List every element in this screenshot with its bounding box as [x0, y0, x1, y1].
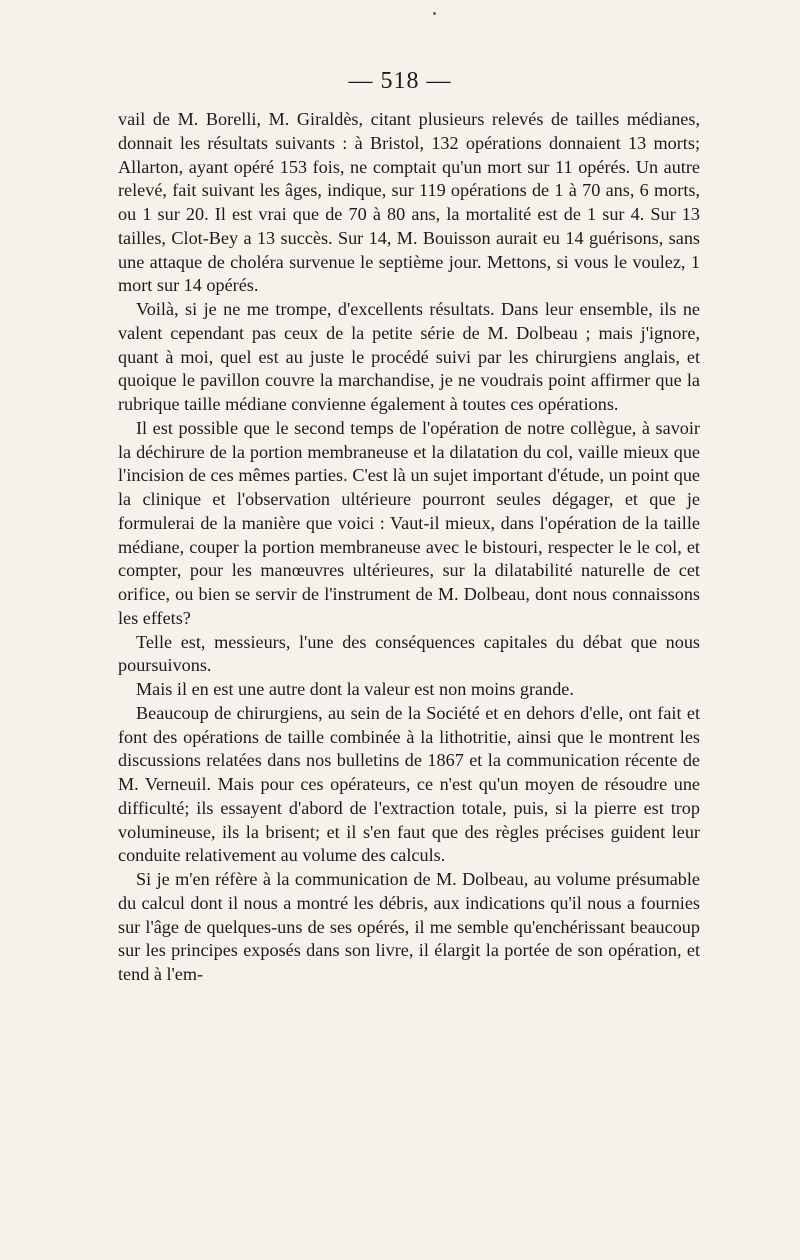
paragraph-1: vail de M. Borelli, M. Giraldès, citant plusieurs relevés de tailles médianes, donnait les résultats suivants : à Bristol, 132 opérations donnaient 13 morts; Allarton, ayant opéré 153 fois, ne comptait qu'un mort sur 11 opérés. Un autre relevé, fait suivant les âges, indique, sur 119 opérations de 1 à 70 ans, 6 morts, ou 1 sur 20. Il est vrai que de 70 à 80 ans, la mortalité est de 1 sur 4. Sur 13 tailles, Clot-Bey a 13 succès. Sur 14, M. Bouisson aurait eu 14 guérisons, sans une attaque de choléra survenue le septième jour. Mettons, si vous le voulez, 1 mort sur 14 opérés.	[118, 109, 700, 296]
body-text	[118, 108, 700, 987]
paragraph-2: Voilà, si je ne me trompe, d'excellents résultats. Dans leur ensemble, ils ne valent cependant pas ceux de la petite série de M. Dolbeau ; mais j'ignore, quant à moi, quel est au juste le procédé suivi par les chirurgiens anglais, et quoique le pavillon couvre la marchandise, je ne voudrais point affirmer que la rubrique taille médiane convienne également à toutes ces opérations.	[118, 299, 700, 414]
paragraph-6: Beaucoup de chirurgiens, au sein de la Société et en dehors d'elle, ont fait et font des opérations de taille combinée à la lithotritie, ainsi que le montrent les discussions relatées dans nos bulletins de 1867 et la communication récente de M. Verneuil. Mais pour ces opérateurs, ce n'est qu'un moyen de résoudre une difficulté; ils essayent d'abord de l'extraction totale, puis, si la pierre est trop volumineuse, ils la brisent; et il s'en faut que des règles précises guident leur conduite relativement au volume des calculs.	[118, 702, 700, 866]
paragraph-7: Si je m'en réfère à la communication de M. Dolbeau, au volume présumable du calcul dont il nous a montré les débris, aux indications qu'il nous a fournies sur l'âge de quelques-uns de ses opérés, il me semble qu'enchérissant beaucoup sur les principes exposés dans son livre, il élargit la portée de son opération, et tend à l'em-	[118, 869, 700, 984]
page-number: — 518 —	[348, 68, 452, 94]
paragraph-3: Il est possible que le second temps de l'opération de notre collègue, à savoir la déchirure de la portion membraneuse et la dilatation du col, vaille mieux que l'incision de ces mêmes parties. C'est là un sujet important d'étude, un point que la clinique et l'observation ultérieure pourront seules dégager, et que je formulerai de la manière que voici : Vaut-il mieux, dans l'opération de la taille médiane, couper la portion membraneuse avec le bistouri, respecter le le col, et compter, pour les manœuvres ultérieures, sur la dilatabilité naturelle de cet orifice, ou bien se servir de l'instrument de M. Dolbeau, dont nous connaissons les effets?	[118, 417, 700, 628]
paragraph-5: Mais il en est une autre dont la valeur est non moins grande.	[136, 679, 574, 699]
ink-speck	[433, 12, 436, 15]
paragraph-4: Telle est, messieurs, l'une des conséquences capitales du débat que nous poursuivons.	[118, 631, 700, 676]
